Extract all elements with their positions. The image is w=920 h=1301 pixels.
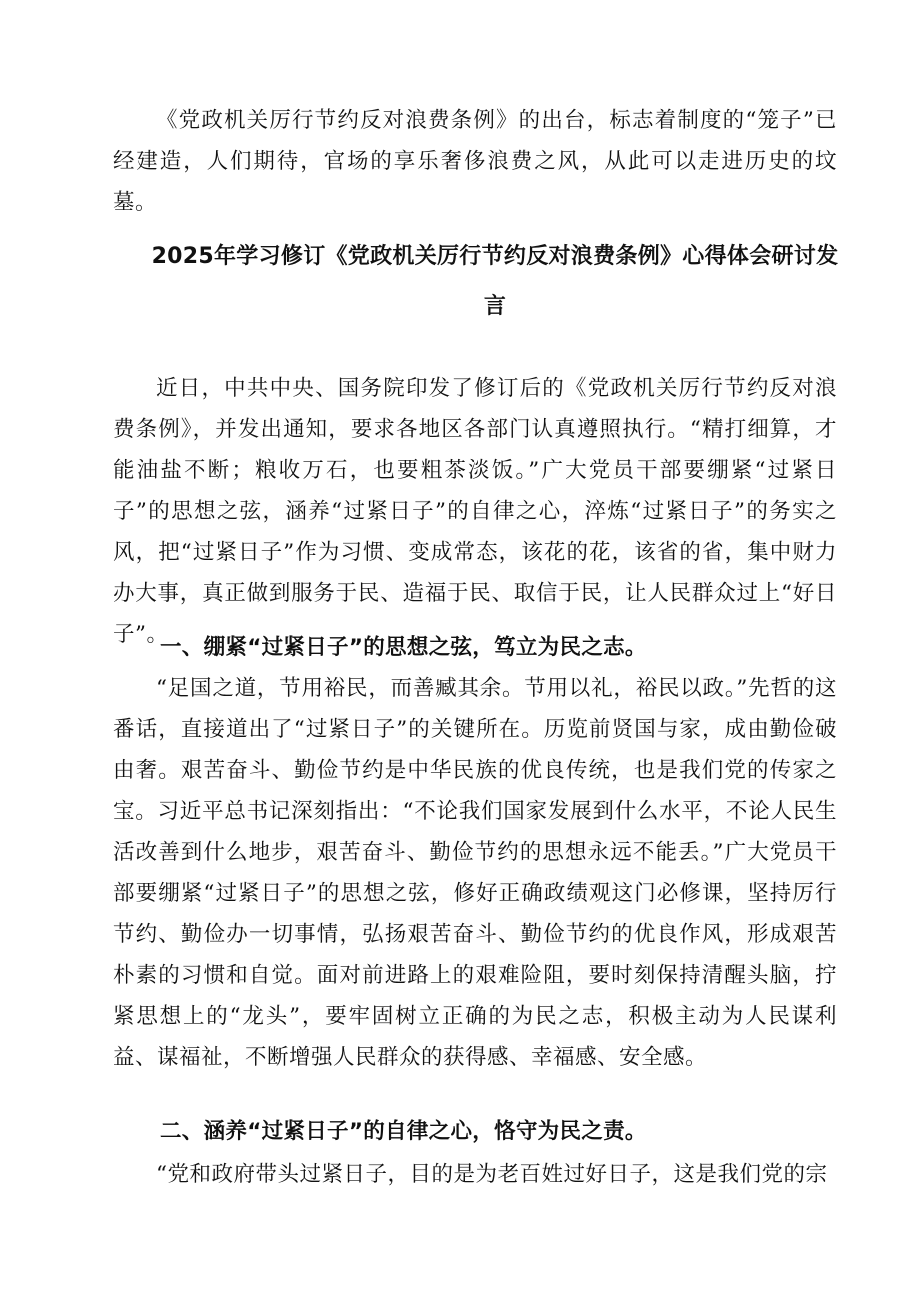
section-1-paragraph: “足国之道，节用裕民，而善臧其余。节用以礼，裕民以政。”先哲的这番话，直接道出了“过紧日子”的关键所在。历览前贤国与家，成由勤俭破由奢。艰苦奋斗、勤俭节约是中华民族的优良传统，也是我们党的传家之宝。习近平总书记深刻指出：“不论我们国家发展到什么水平，不论人民生活改善到什么地步，艰苦奋斗、勤俭节约的思想永远不能丢。”广大党员干部要绷紧“过紧日子”的思想之弦，修好正确政绩观这门必修课，坚持厉行节约、勤俭办一切事情，弘扬艰苦奋斗、勤俭节约的优良作风，形成艰苦朴素的习惯和自觉。面对前进路上的艰难险阻，要时刻保持清醒头脑，拧紧思想上的“龙头”，要牢固树立正确的为民之志，积极主动为人民谋利益、谋福祉，不断增强人民群众的获得感、幸福感、安全感。	[113, 676, 837, 1070]
section-1-heading: 一、绷紧“过紧日子”的思想之弦，笃立为民之志。	[160, 635, 647, 660]
page-title: 2025年学习修订《党政机关厉行节约反对浪费条例》心得体会研讨发言	[151, 244, 839, 319]
section-2-paragraph: “党和政府带头过紧日子，目的是为老百姓过好日子，这是我们党的宗	[156, 1162, 828, 1187]
body-paragraph-1: 近日，中共中央、国务院印发了修订后的《党政机关厉行节约反对浪费条例》，并发出通知，要求各地区各部门认真遵照执行。“精打细算，才能油盐不断；粮收万石，也要粗茶淡饭。”广大党员干部要绷紧“过紧日子”的思想之弦，涵养“过紧日子”的自律之心，淬炼“过紧日子”的务实之风，把“过紧日子”作为习惯、变成常态，该花的花，该省的省，集中财力办大事，真正做到服务于民、造福于民、取信于民，让人民群众过上“好日子”。	[113, 376, 837, 647]
intro-paragraph: 《党政机关厉行节约反对浪费条例》的出台，标志着制度的“笼子”已经建造，人们期待，官场的享乐奢侈浪费之风，从此可以走进历史的坟墓。	[113, 108, 837, 215]
section-2-heading: 二、涵养“过紧日子”的自律之心，恪守为民之责。	[160, 1119, 647, 1144]
